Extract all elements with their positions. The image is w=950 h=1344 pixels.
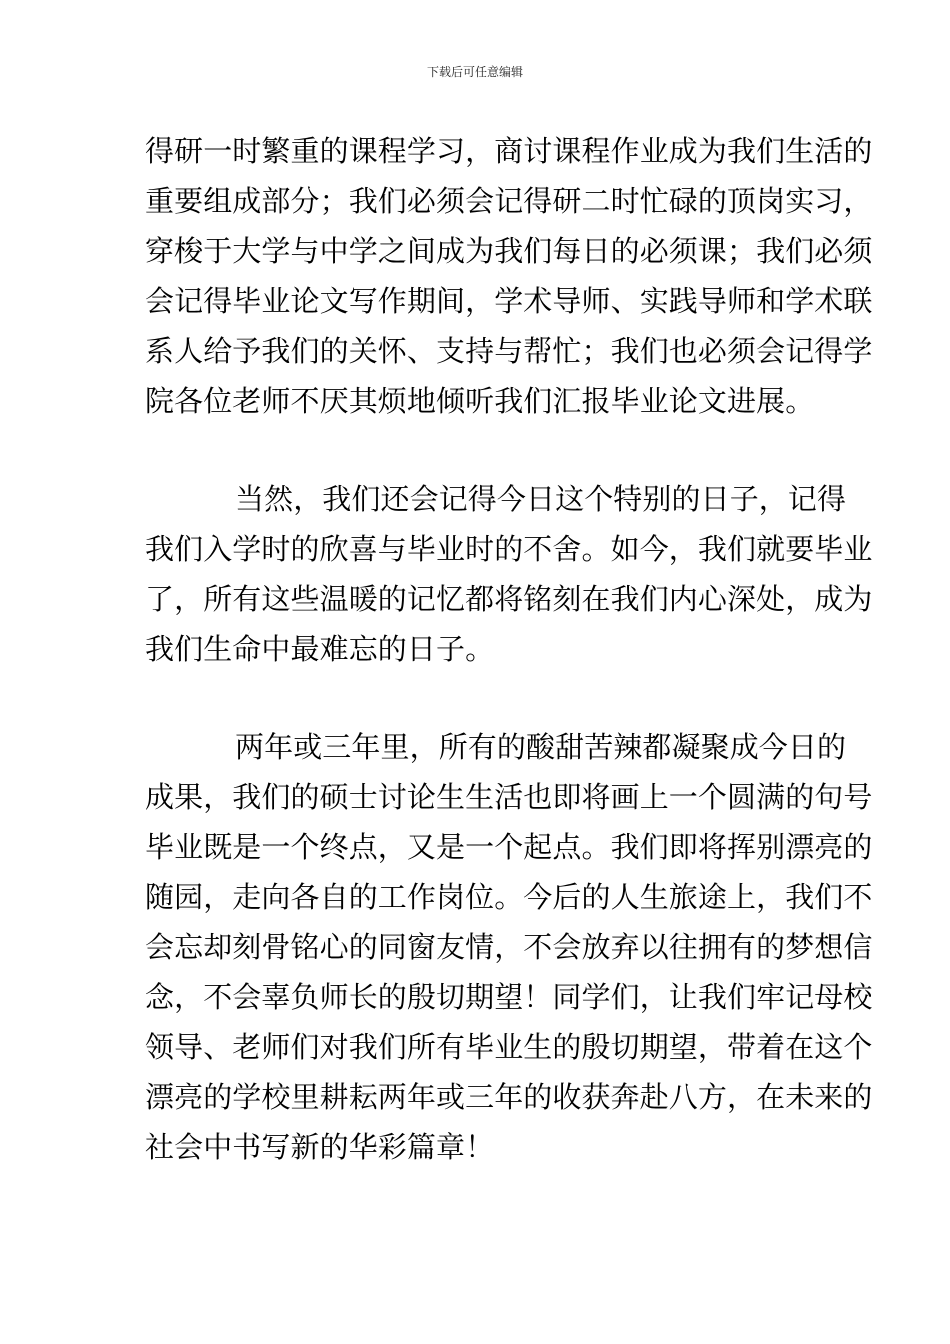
text-line: 了，所有这些温暖的记忆都将铭刻在我们内心深处，成为 [145,582,873,616]
text-line: 重要组成部分；我们必须会记得研二时忙碌的顶岗实习， [145,184,873,218]
text-line: 社会中书写新的华彩篇章！ [145,1130,495,1164]
text-line: 漂亮的学校里耕耘两年或三年的收获奔赴八方，在未来的 [145,1080,873,1114]
page-header: 下载后可任意编辑 [426,65,523,79]
text-line: 系人给予我们的关怀、支持与帮忙；我们也必须会记得学 [145,334,873,368]
text-line: 成果，我们的硕士讨论生生活也即将画上一个圆满的句号 [145,780,873,814]
paragraph-3 [145,722,873,1172]
text-line: 院各位老师不厌其烦地倾听我们汇报毕业论文进展。 [145,384,815,418]
text-line: 毕业既是一个终点，又是一个起点。我们即将挥别漂亮的 [145,830,873,864]
text-line: 随园，走向各自的工作岗位。今后的人生旅途上，我们不 [145,880,873,914]
text-line: 两年或三年里，所有的酸甜苦辣都凝聚成今日的 [235,730,847,764]
paragraph-2 [145,474,873,674]
text-line: 念，不会辜负师长的殷切期望！同学们，让我们牢记母校 [145,980,873,1014]
text-line: 领导、老师们对我们所有毕业生的殷切期望，带着在这个 [145,1030,873,1064]
text-line: 我们生命中最难忘的日子。 [145,632,495,666]
text-line: 穿梭于大学与中学之间成为我们每日的必须课；我们必须 [145,234,873,268]
text-line: 我们入学时的欣喜与毕业时的不舍。如今，我们就要毕业 [145,532,873,566]
text-line: 当然，我们还会记得今日这个特别的日子，记得 [235,482,847,516]
text-line: 会忘却刻骨铭心的同窗友情，不会放弃以往拥有的梦想信 [145,930,873,964]
paragraph-1 [145,126,873,426]
text-line: 得研一时繁重的课程学习，商讨课程作业成为我们生活的 [145,134,873,168]
text-line: 会记得毕业论文写作期间，学术导师、实践导师和学术联 [145,284,873,318]
